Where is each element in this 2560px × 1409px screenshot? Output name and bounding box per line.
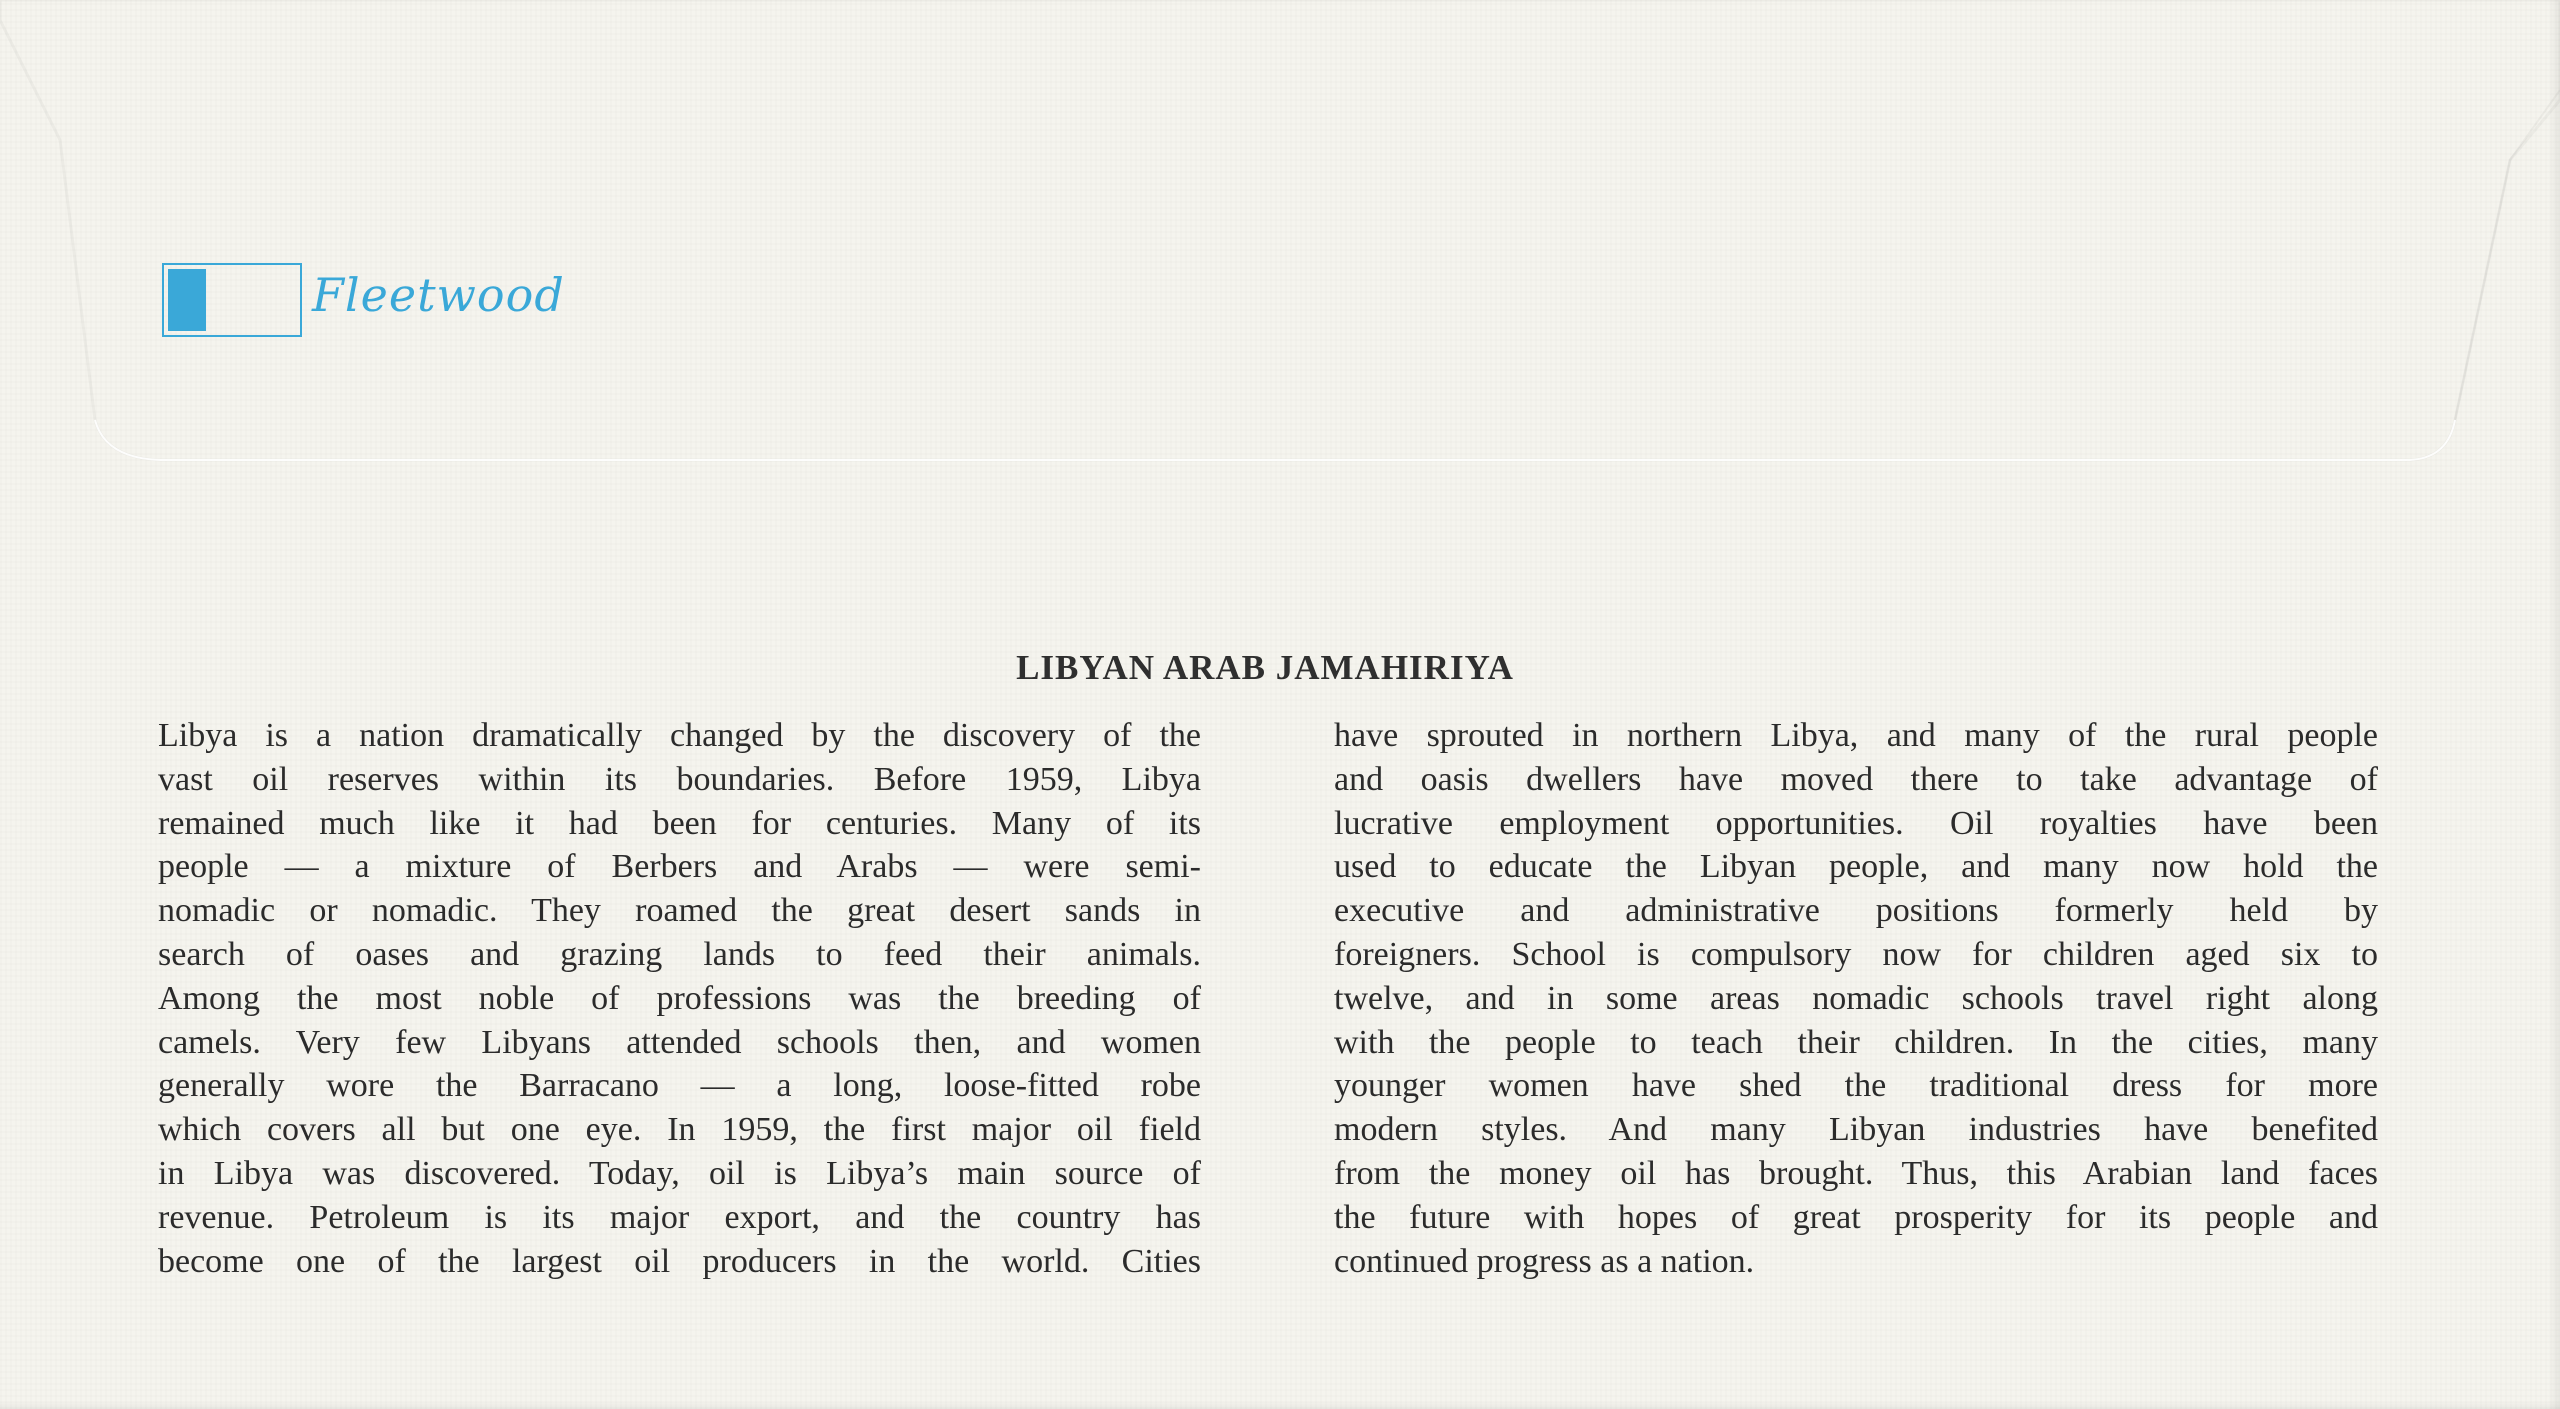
text-line: Among the most noble of professions was the breeding of	[158, 979, 1201, 1017]
text-line: remained much like it had been for centuries. Many of its	[158, 804, 1201, 842]
text-line: used to educate the Libyan people, and many now hold the	[1334, 848, 2378, 886]
text-line: continued progress as a nation.	[1334, 1242, 1755, 1280]
text-line: younger women have shed the traditional dress for more	[1334, 1067, 2378, 1105]
text-line: vast oil reserves within its boundaries. Before 1959, Libya	[158, 760, 1201, 798]
text-line: with the people to teach their children. In the cities, many	[1334, 1023, 2378, 1061]
text-line: revenue. Petroleum is its major export, and the country has	[158, 1198, 1201, 1236]
envelope-bottom-edge	[0, 1401, 2560, 1409]
article-right-column	[1334, 714, 2378, 1283]
text-line: camels. Very few Libyans attended schools then, and women	[158, 1023, 1201, 1061]
text-line: become one of the largest oil producers in the world. Cities	[158, 1242, 1201, 1280]
text-line: from the money oil has brought. Thus, this Arabian land faces	[1334, 1154, 2378, 1192]
text-line: foreigners. School is compulsory now for children aged six to	[1334, 935, 2378, 973]
text-line: in Libya was discovered. Today, oil is Libya’s main source of	[158, 1154, 1201, 1192]
text-line: the future with hopes of great prosperity for its people and	[1334, 1198, 2378, 1236]
article-title: LIBYAN ARAB JAMAHIRIYA	[1016, 648, 1514, 687]
envelope-right-edge	[2548, 0, 2560, 1409]
text-line: lucrative employment opportunities. Oil royalties have been	[1334, 804, 2378, 842]
text-line: search of oases and grazing lands to feed their animals.	[158, 935, 1201, 973]
text-line: have sprouted in northern Libya, and many of the rural people	[1334, 717, 2378, 754]
fleetwood-logo-box	[162, 263, 302, 337]
text-line: twelve, and in some areas nomadic schools travel right along	[1334, 979, 2378, 1017]
fleetwood-logo-bar	[168, 269, 206, 331]
fleetwood-wordmark: Fleetwood	[312, 268, 565, 322]
text-line: and oasis dwellers have moved there to take advantage of	[1334, 760, 2378, 798]
text-line: generally wore the Barracano — a long, loose-fitted robe	[158, 1067, 1201, 1105]
article-left-column	[158, 714, 1201, 1283]
text-line: people — a mixture of Berbers and Arabs — were semi-	[158, 848, 1201, 886]
text-line: executive and administrative positions formerly held by	[1334, 892, 2378, 930]
text-line: which covers all but one eye. In 1959, the first major oil field	[158, 1111, 1201, 1149]
text-line: nomadic or nomadic. They roamed the great desert sands in	[158, 892, 1201, 930]
text-line: Libya is a nation dramatically changed by the discovery of the	[158, 717, 1201, 754]
envelope-flap-outline	[0, 0, 2560, 480]
text-line: modern styles. And many Libyan industries have benefited	[1334, 1111, 2378, 1149]
